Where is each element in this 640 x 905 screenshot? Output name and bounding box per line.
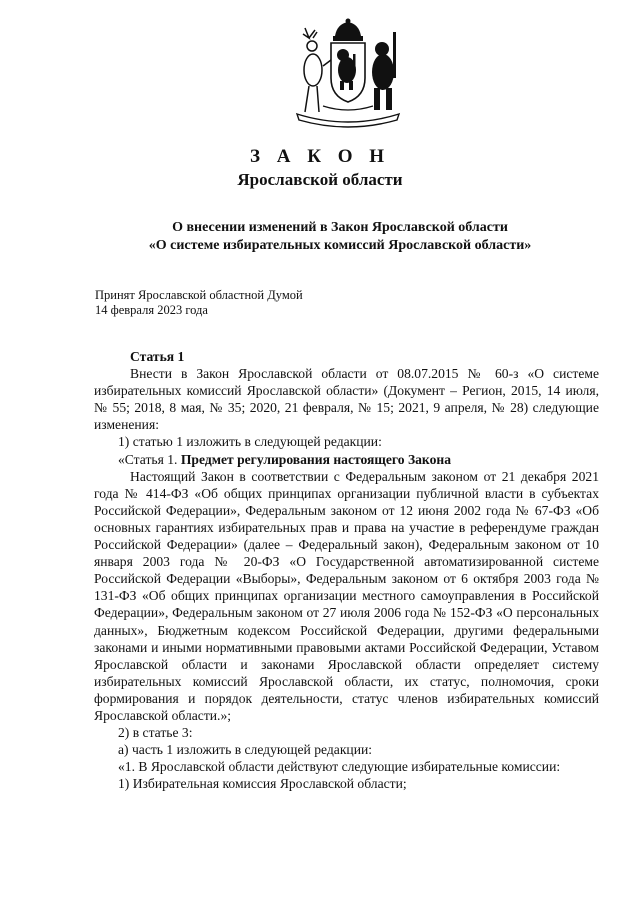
part-1-text: «1. В Ярославской области действуют следующие избирательные комиссии: — [118, 759, 561, 775]
law-region: Ярославской области — [237, 170, 403, 189]
amendment-item-2: 2) в статье 3: — [118, 725, 193, 741]
adoption-date: 14 февраля 2023 года — [95, 303, 208, 317]
law-subject-line-2: «О системе избирательных комиссий Ярославской области» — [148, 238, 532, 253]
article-1-title: Предмет регулирования настоящего Закона — [180, 451, 451, 467]
coat-of-arms-emblem — [283, 18, 413, 130]
article-1-heading — [94, 451, 599, 468]
amendment-item-1: 1) статью 1 изложить в следующей редакции: — [118, 434, 382, 450]
amendment-item-2a: а) часть 1 изложить в следующей редакции: — [118, 742, 373, 758]
part-1-item-1: 1) Избирательная комиссия Ярославской области; — [118, 776, 407, 792]
article-heading: Статья 1 — [130, 349, 185, 364]
article-1-text: Настоящий Закон в соответствии с Федеральным законом от 21 декабря 2021 года № 414-ФЗ «Об общих принципах организации публичной власти в субъектах Российской Федерации», Федеральным законом от 12 июня 2002 года № 67-ФЗ «Об основных гарантиях избирательных прав и права на участие в референдуме граждан Российской Федерации» (далее – Федеральный закон), Федеральным законом от 10 января 2003 года № 20-ФЗ «О Государственной автоматизированной системе Российской Федерации «Выборы», Федеральным законом от 6 октября 2003 года № 131-ФЗ «Об общих принципах организации местного самоуправления в Российской Федерации», Федеральным законом от 27 июля 2006 года № 152-ФЗ «О персональных данных», Бюджетным кодексом Российской Федерации, другими федеральными законами и иными нормативными правовыми актами Российской Федерации, Уставом Ярославской области и законами Ярославской области определяет систему избирательных комиссий Ярославской области, их статус, полномочия, сроки формирования и порядок деятельности, статус членов избирательных комиссий Ярославской области.»; — [94, 468, 599, 723]
law-subject — [120, 219, 560, 255]
article-intro: Внести в Закон Ярославской области от 08.07.2015 № 60-з «О системе избирательных комиссий Ярославской области» (Документ – Регион, 2015, 14 июля, № 55; 2018, 8 мая, № 35; 2020, 21 февраля, № 15; 2021, 9 апреля, № 28) следующие изменения: — [94, 366, 599, 433]
law-body — [94, 348, 599, 792]
adoption-note — [95, 288, 303, 318]
law-subject-line-1: О внесении изменений в Закон Ярославской области — [172, 220, 508, 235]
law-title: З А К О Н — [249, 146, 391, 167]
adoption-body: Принят Ярославской областной Думой — [95, 288, 303, 302]
article-1-prefix: «Статья 1. — [118, 451, 181, 467]
